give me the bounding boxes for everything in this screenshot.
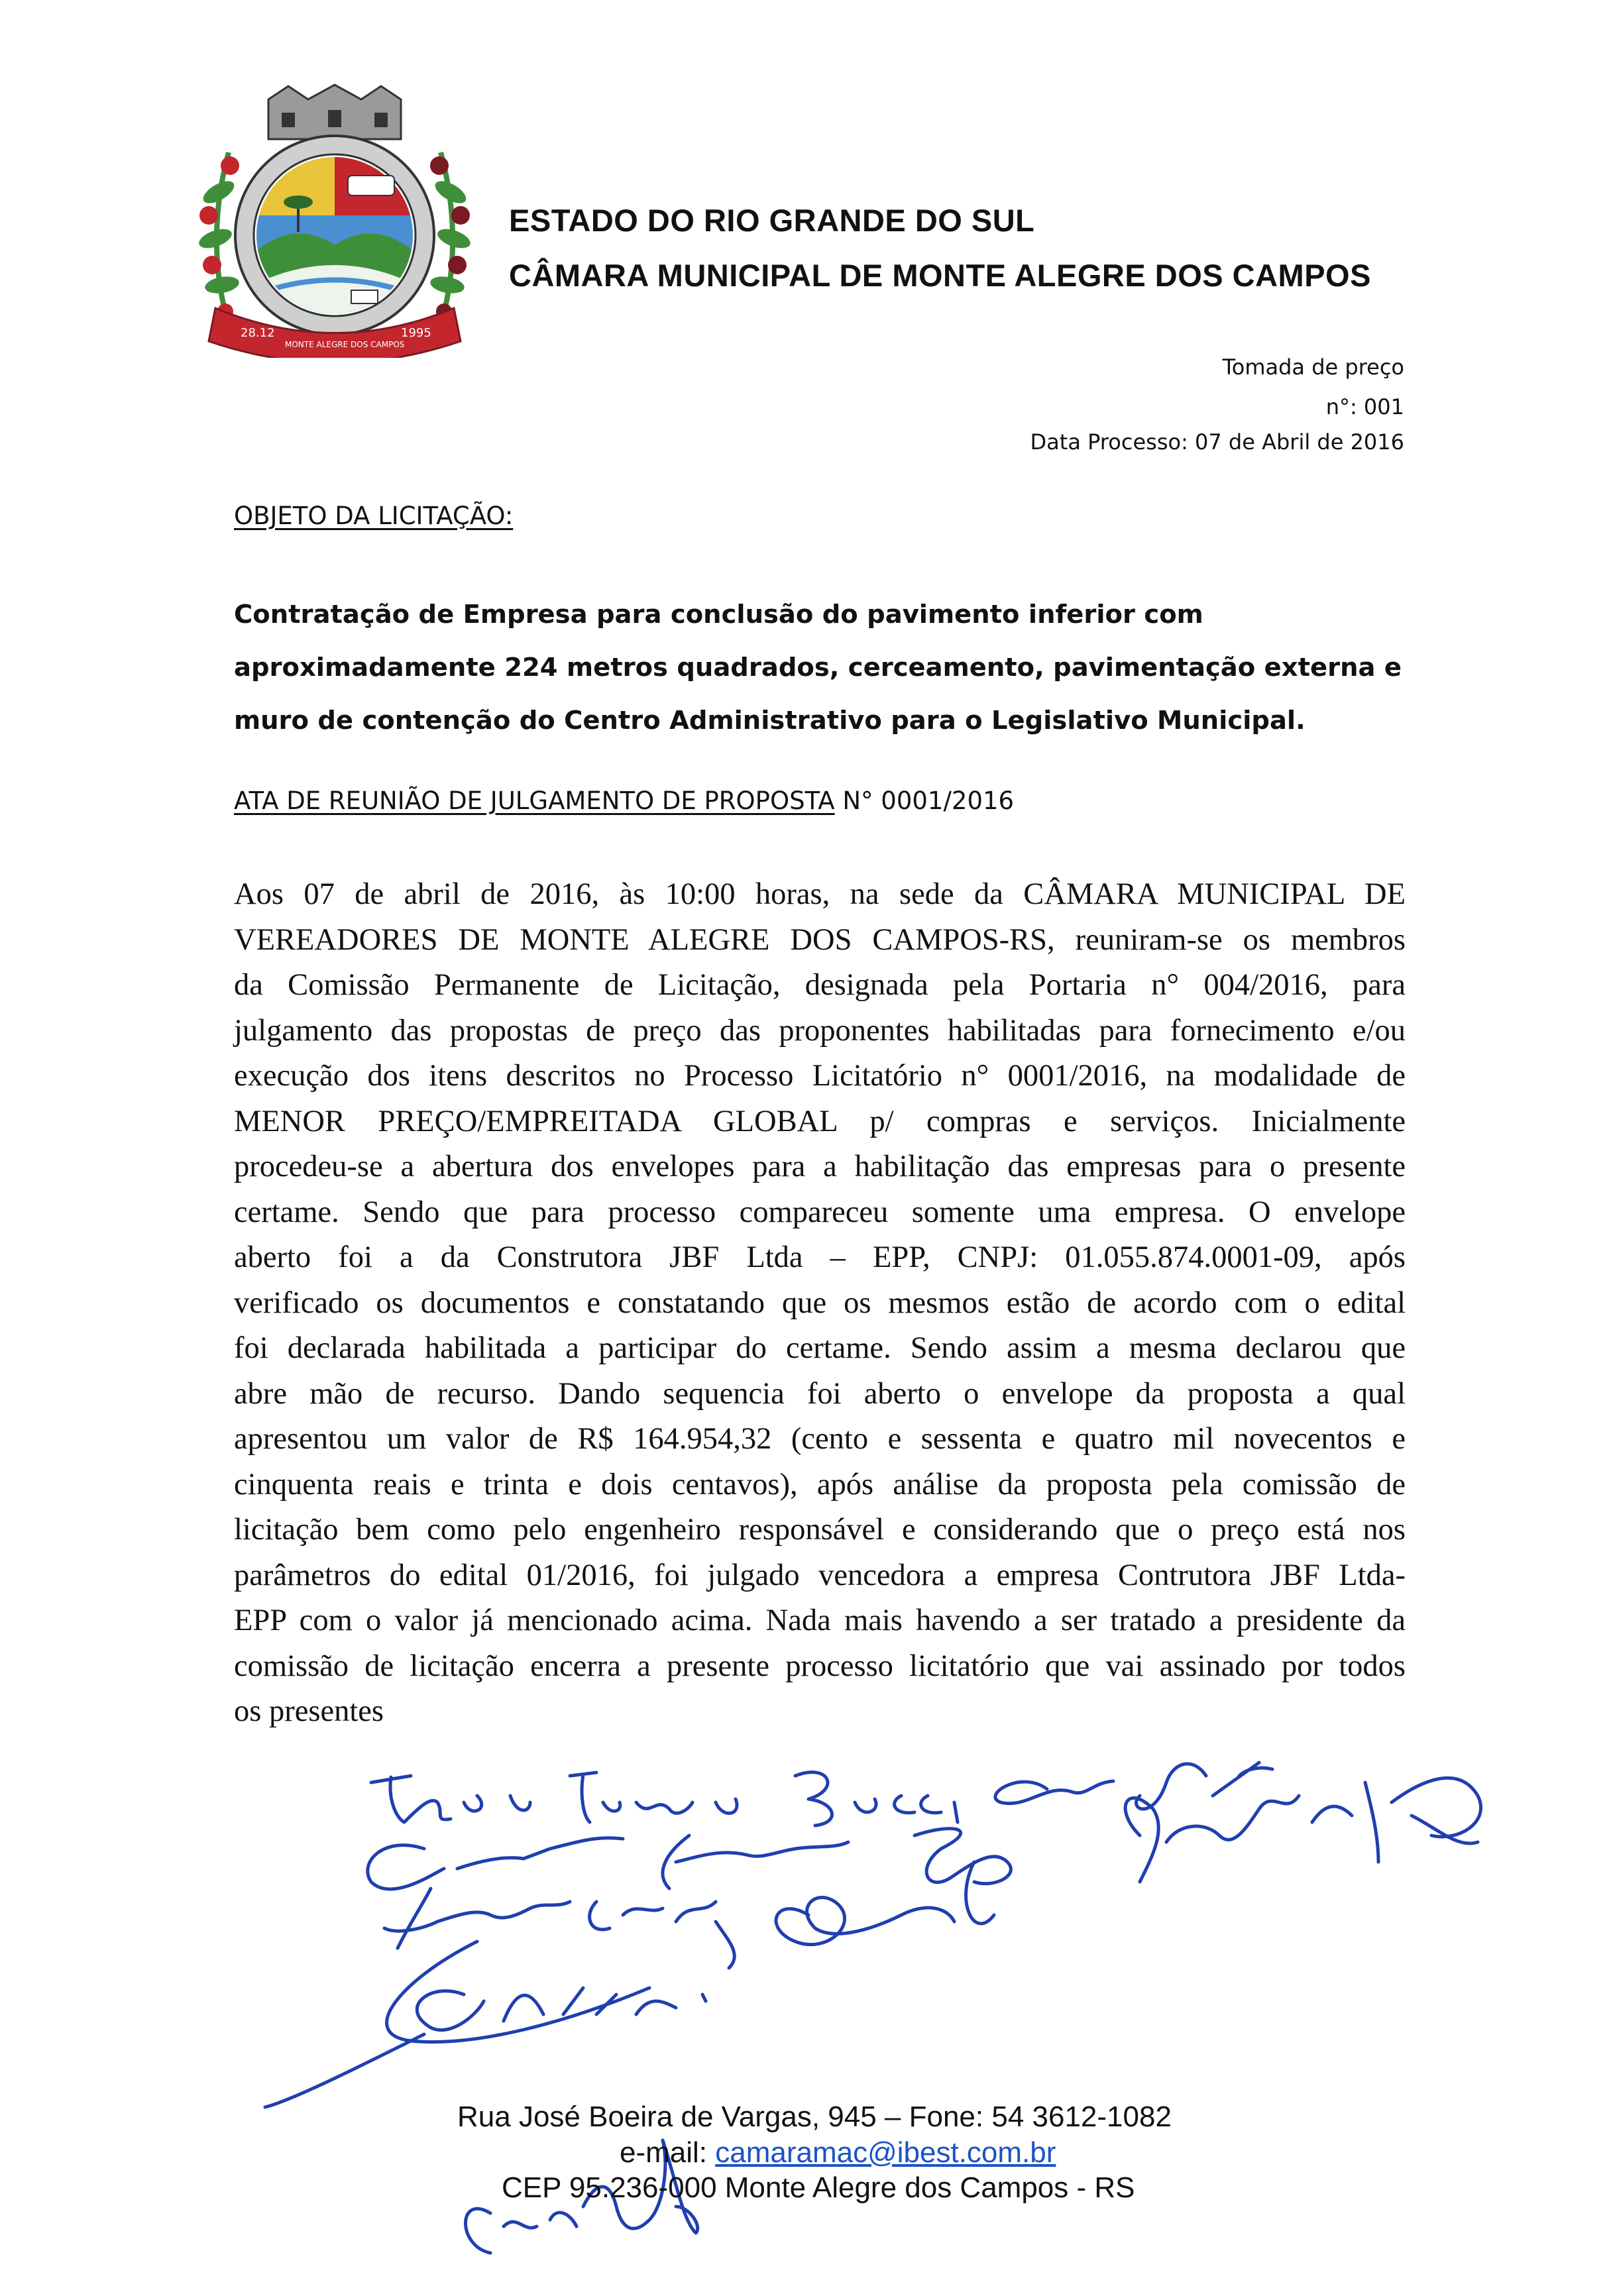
body-line: julgamento das propostas de preço das proponentes habilitadas para fornecimento e/ou [234, 1013, 1406, 1048]
municipal-coat-of-arms [189, 80, 480, 358]
body-line: cinquenta reais e trinta e dois centavos), após análise da proposta pela comissão de [234, 1467, 1406, 1502]
signature-6 [384, 1888, 734, 1968]
signature-10 [265, 2034, 424, 2107]
body-line: apresentou um valor de R$ 164.954,32 (cento e sessenta e quatro mil novecentos e [234, 1422, 1406, 1456]
state-title: ESTADO DO RIO GRANDE DO SUL [509, 203, 1035, 238]
signature-3 [368, 1835, 848, 1889]
process-date: Data Processo: 07 de Abril de 2016 [1030, 429, 1404, 455]
crest-banner-year-right: 1995 [401, 326, 431, 340]
body-line: comissão de licitação encerra a presente processo licitatório que vai assinado por todos [234, 1649, 1406, 1683]
procurement-number: n°: 001 [1325, 394, 1404, 419]
footer-email-label: e-mail: [620, 2136, 716, 2169]
minutes-heading [234, 787, 1014, 815]
footer-cep: CEP 95.236-000 Monte Alegre dos Campos - RS [502, 2171, 1135, 2204]
body-line: licitação bem como pelo engenheiro responsável e considerando que o preço está nos [234, 1513, 1406, 1547]
footer-address: Rua José Boeira de Vargas, 945 – Fone: 54 3612-1082 [457, 2101, 1172, 2133]
body-line: foi declarada habilitada a participar do certame. Sendo assim a mesma declarou que [234, 1331, 1406, 1365]
body-line: MENOR PREÇO/EMPREITADA GLOBAL p/ compras e serviços. Inicialmente [234, 1104, 1406, 1138]
crest-mural-crown [268, 85, 401, 139]
crest-banner-year-left: 28.12 [241, 326, 275, 340]
body-line: aberto foi a da Construtora JBF Ltda – EPP, CNPJ: 01.055.874.0001-09, após [234, 1240, 1406, 1274]
body-line: parâmetros do edital 01/2016, foi julgado vencedora a empresa Contrutora JBF Ltda- [234, 1558, 1406, 1592]
body-line: VEREADORES DE MONTE ALEGRE DOS CAMPOS-RS, reuniram-se os membros [234, 922, 1406, 957]
body-line: verificado os documentos e constatando que os mesmos estão de acordo com o edital [234, 1285, 1406, 1320]
email-link[interactable]: camaramac@ibest.com.br [715, 2136, 1056, 2169]
signature-9 [387, 1941, 649, 2042]
body-line: abre mão de recurso. Dando sequencia foi aberto o envelope da proposta a qual [234, 1376, 1406, 1411]
signature-2 [995, 1763, 1272, 1809]
object-line: Contratação de Empresa para conclusão do pavimento inferior com [234, 600, 1203, 629]
body-line: certame. Sendo que para processo compareceu somente uma empresa. O envelope [234, 1195, 1406, 1229]
signature-1 [371, 1773, 958, 1826]
object-description [234, 588, 1402, 747]
crest-banner-text: MONTE ALEGRE DOS CAMPOS [285, 340, 405, 349]
minutes-heading-title: ATA DE REUNIÃO DE JULGAMENTO DE PROPOSTA [234, 787, 835, 815]
body-line: da Comissão Permanente de Licitação, designada pela Portaria n° 004/2016, para [234, 968, 1406, 1002]
handwritten-signatures [0, 1703, 1611, 2296]
body-line: EPP com o valor já mencionado acima. Nada mais havendo a ser tratado a presidente da [234, 1604, 1406, 1637]
signature-5 [1125, 1778, 1480, 1882]
minutes-body [234, 872, 1406, 1735]
body-line: procedeu-se a abertura dos envelopes para a habilitação das empresas para o presente [234, 1150, 1406, 1183]
signature-8 [417, 1988, 706, 2030]
body-line: Aos 07 de abril de 2016, às 10:00 horas, na sede da CÂMARA MUNICIPAL DE [234, 877, 1406, 911]
minutes-heading-number: N° 0001/2016 [834, 787, 1015, 815]
footer-email-line [620, 2136, 1056, 2169]
chamber-title: CÂMARA MUNICIPAL DE MONTE ALEGRE DOS CAMPOS [509, 258, 1371, 293]
procurement-type: Tomada de preço [1222, 355, 1404, 380]
body-line: execução dos itens descritos no Processo Licitatório n° 0001/2016, na modalidade de [234, 1059, 1406, 1093]
signature-7 [776, 1898, 954, 1945]
object-line: aproximadamente 224 metros quadrados, cerceamento, pavimentação externa e [234, 653, 1402, 683]
object-line: muro de contenção do Centro Administrativo para o Legislativo Municipal. [234, 706, 1305, 736]
object-heading: OBJETO DA LICITAÇÃO: [234, 502, 514, 530]
body-line: os presentes [234, 1694, 384, 1728]
